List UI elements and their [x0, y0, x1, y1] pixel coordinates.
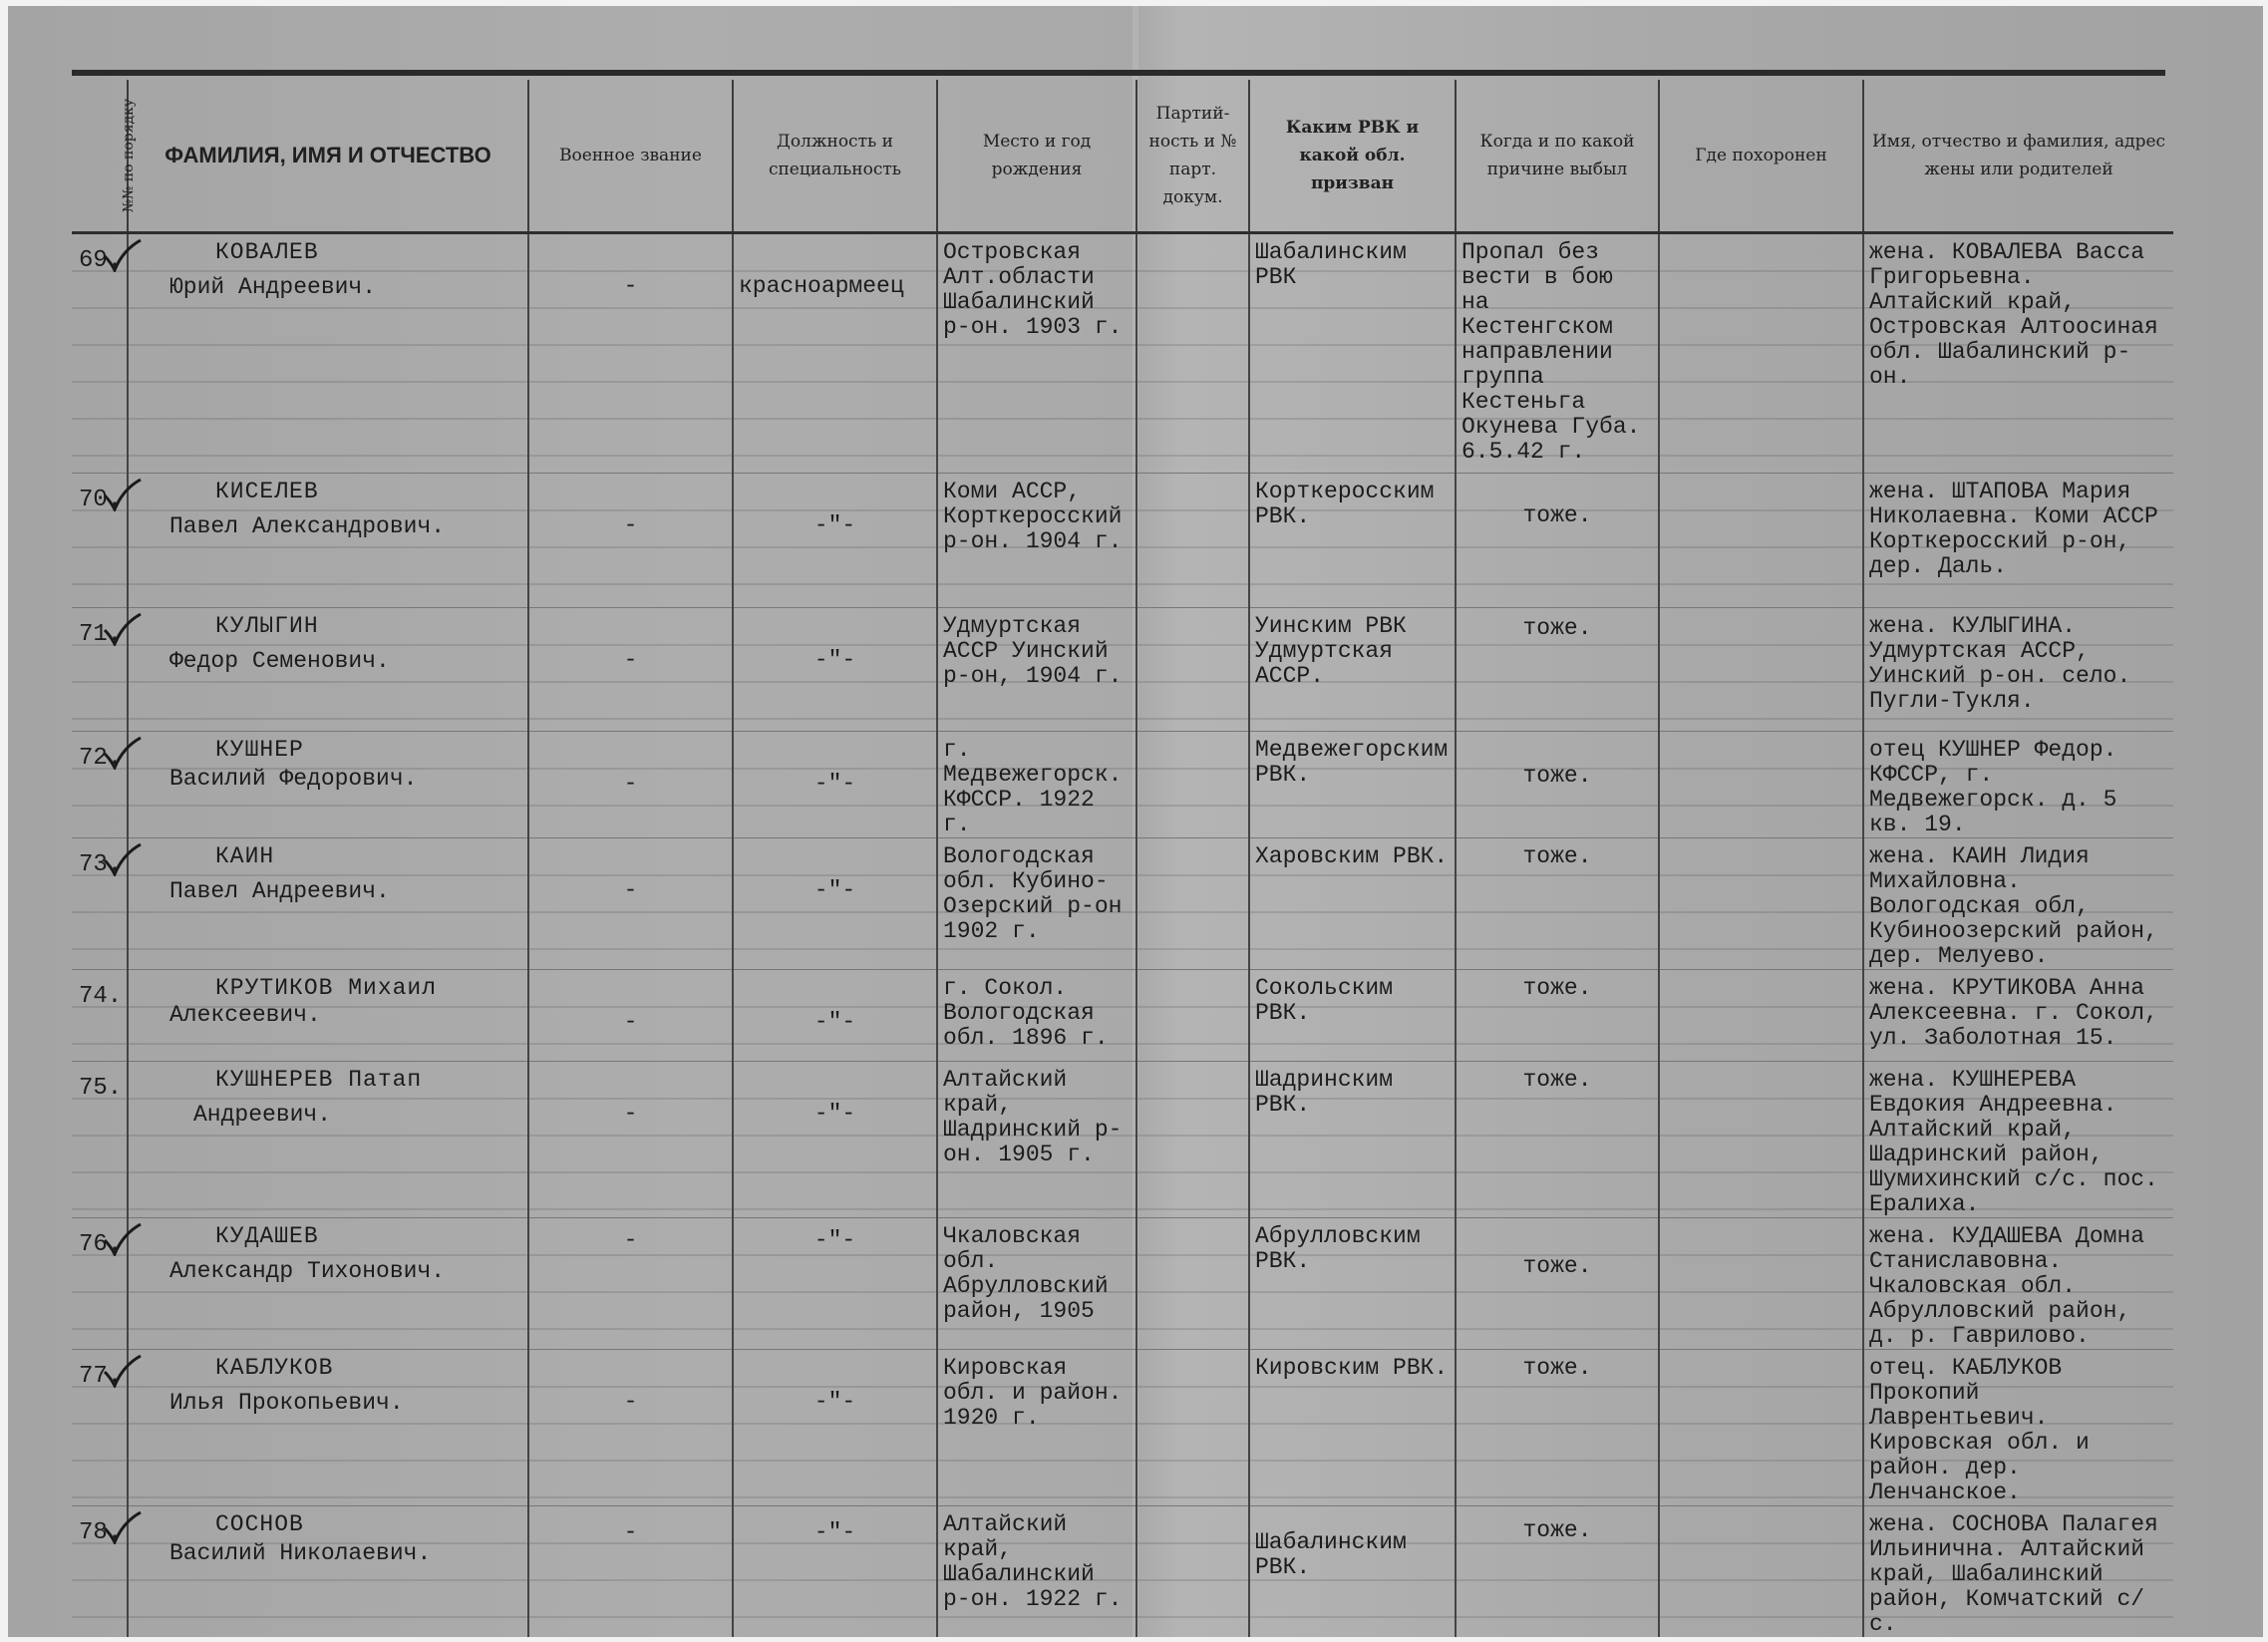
surname: КРУТИКОВ Михаил	[215, 975, 438, 1001]
position-cell	[733, 838, 937, 970]
given-names: Александр Тихонович.	[169, 1258, 446, 1284]
given-names: Федор Семенович.	[169, 648, 390, 674]
given-names: Андреевич.	[193, 1102, 332, 1128]
birth-value: Вологодская обл. Кубино-Озерский р-он 1902 г.	[943, 843, 1123, 944]
given-names: Павел Александрович.	[169, 513, 446, 539]
family-cell	[1863, 1506, 2173, 1638]
surname: КАБЛУКОВ	[215, 1355, 334, 1381]
rbk-cell	[1249, 970, 1456, 1062]
row-number-cell	[72, 1350, 128, 1506]
when-value: тоже.	[1522, 1517, 1592, 1543]
family-cell	[1863, 838, 2173, 970]
row-number: 77.	[79, 1363, 123, 1390]
family-value: жена. ШТАПОВА Мария Николаевна. Коми АССР Корткеросский р-он, дер. Даль.	[1869, 479, 2158, 579]
name-cell	[128, 1350, 528, 1506]
surname: КАИН	[215, 843, 275, 869]
given-names: Павел Андреевич.	[169, 878, 390, 904]
party-cell	[1136, 1062, 1249, 1218]
rbk-cell	[1249, 233, 1456, 474]
surname: КУШНЕР	[215, 737, 304, 763]
checkmark-icon	[103, 478, 143, 511]
row-number-cell	[72, 1062, 128, 1218]
rbk-cell	[1249, 1062, 1456, 1218]
rbk-value: Шабалинским РВК.	[1255, 1529, 1407, 1580]
rank-value: -	[623, 273, 638, 299]
birth-value: Алтайский край, Шадринский р-он. 1905 г.	[943, 1067, 1123, 1167]
rank-cell	[528, 838, 733, 970]
surname: КУЛЫГИН	[215, 613, 319, 639]
birth-cell	[937, 732, 1136, 838]
position-cell	[733, 1218, 937, 1350]
rbk-value: Медвежегорским РВК.	[1255, 737, 1449, 788]
given-names: Юрий Андреевич.	[169, 274, 377, 300]
when-cell	[1456, 233, 1659, 474]
birth-value: г. Медвежегорск. КФССР. 1922 г.	[943, 737, 1123, 837]
row-number: 69.	[79, 247, 123, 274]
name-cell	[128, 1506, 528, 1638]
when-cell	[1456, 1506, 1659, 1638]
row-number: 75.	[79, 1075, 123, 1102]
document-sheet	[8, 6, 2263, 1637]
rank-value: -	[623, 512, 638, 538]
rbk-value: Кировским РВК.	[1255, 1355, 1449, 1381]
checkmark-icon	[103, 612, 143, 646]
when-value: тоже.	[1522, 763, 1592, 789]
birth-cell	[937, 1350, 1136, 1506]
header-party: Партий-ность и № парт. докум.	[1136, 80, 1249, 233]
rank-value: -	[623, 1227, 638, 1253]
header-rank: Военное звание	[528, 80, 733, 233]
header-family: Имя, отчество и фамилия, адрес жены или родителей	[1863, 80, 2173, 233]
family-value: жена. КУДАШЕВА Домна Станиславовна. Чкаловская обл. Абрулловский район, д. р. Гаврилово.	[1869, 1223, 2145, 1349]
name-cell	[128, 838, 528, 970]
party-cell	[1136, 1506, 1249, 1638]
rank-cell	[528, 474, 733, 608]
family-cell	[1863, 732, 2173, 838]
birth-cell	[937, 233, 1136, 474]
row-number: 76.	[79, 1231, 123, 1258]
position-value: -"-	[813, 512, 856, 538]
header-rbk: Каким РВК и какой обл. призван	[1249, 80, 1456, 233]
row-number-cell	[72, 1218, 128, 1350]
when-value: Пропал без вести в бою на Кестенгском направлении группа Кестеньга Окунева Губа. 6.5.42 г.	[1461, 239, 1641, 465]
position-value: -"-	[813, 771, 856, 797]
table-row	[72, 233, 2173, 474]
table-row	[72, 732, 2173, 838]
position-value: -"-	[813, 877, 856, 903]
birth-cell	[937, 970, 1136, 1062]
rbk-cell	[1249, 608, 1456, 732]
name-cell	[128, 970, 528, 1062]
checkmark-icon	[103, 238, 143, 272]
row-number-cell	[72, 1506, 128, 1638]
buried-cell	[1659, 1350, 1863, 1506]
buried-cell	[1659, 474, 1863, 608]
header-birth: Место и год рождения	[937, 80, 1136, 233]
checkmark-icon	[103, 1222, 143, 1256]
birth-value: Чкаловская обл. Абрулловский район, 1905	[943, 1223, 1109, 1324]
header-position: Должность и специальность	[733, 80, 937, 233]
family-value: жена. СОСНОВА Палагея Ильинична. Алтайский край, Шабалинский район, Комчатский с/с.	[1869, 1511, 2158, 1637]
row-number-cell	[72, 970, 128, 1062]
rank-value: -	[623, 1101, 638, 1127]
surname: КУДАШЕВ	[215, 1223, 319, 1249]
rank-cell	[528, 732, 733, 838]
table-row	[72, 838, 2173, 970]
row-number-cell	[72, 474, 128, 608]
when-value: тоже.	[1522, 615, 1592, 641]
casualty-table	[72, 80, 2173, 1637]
birth-value: г. Сокол. Вологодская обл. 1896 г.	[943, 975, 1109, 1051]
row-number-cell	[72, 233, 128, 474]
family-cell	[1863, 474, 2173, 608]
family-value: отец КУШНЕР Федор. КФССР, г. Медвежегорск. д. 5 кв. 19.	[1869, 737, 2117, 837]
buried-cell	[1659, 838, 1863, 970]
family-value: жена. КРУТИКОВА Анна Алексеевна. г. Сокол, ул. Заболотная 15.	[1869, 975, 2158, 1051]
rank-cell	[528, 608, 733, 732]
name-cell	[128, 233, 528, 474]
buried-cell	[1659, 233, 1863, 474]
table-row	[72, 474, 2173, 608]
given-names: Алексеевич.	[169, 1002, 321, 1028]
name-cell	[128, 732, 528, 838]
table-row	[72, 1506, 2173, 1638]
party-cell	[1136, 233, 1249, 474]
family-cell	[1863, 1062, 2173, 1218]
party-cell	[1136, 608, 1249, 732]
rank-value: -	[623, 1009, 638, 1035]
family-value: жена. КУШНЕРЕВА Евдокия Андреевна. Алтайский край, Шадринский район, Шумихинский с/с. пос. Ералиха.	[1869, 1067, 2158, 1217]
rbk-cell	[1249, 1506, 1456, 1638]
header-when: Когда и по какой причине выбыл	[1456, 80, 1659, 233]
surname: КИСЕЛЕВ	[215, 479, 319, 504]
rank-cell	[528, 970, 733, 1062]
top-rule	[72, 70, 2165, 76]
when-cell	[1456, 970, 1659, 1062]
party-cell	[1136, 474, 1249, 608]
surname: КУШНЕРЕВ Патап	[215, 1067, 423, 1093]
birth-value: Коми АССР, Корткеросский р-он. 1904 г.	[943, 479, 1123, 554]
buried-cell	[1659, 1218, 1863, 1350]
checkmark-icon	[103, 736, 143, 770]
table-row	[72, 970, 2173, 1062]
buried-cell	[1659, 1062, 1863, 1218]
position-value: -"-	[813, 1101, 856, 1127]
when-value: тоже.	[1522, 843, 1592, 869]
rbk-cell	[1249, 1218, 1456, 1350]
given-names: Василий Федорович.	[169, 766, 418, 792]
row-number: 71.	[79, 621, 123, 648]
rank-cell	[528, 1350, 733, 1506]
surname: КОВАЛЕВ	[215, 239, 319, 265]
family-value: жена. КУЛЫГИНА. Удмуртская АССР, Уинский р-он. село. Пугли-Тукля.	[1869, 613, 2131, 714]
birth-value: Кировская обл. и район. 1920 г.	[943, 1355, 1123, 1431]
when-cell	[1456, 732, 1659, 838]
when-value: тоже.	[1522, 975, 1592, 1001]
rank-value: -	[623, 771, 638, 797]
name-cell	[128, 1218, 528, 1350]
rank-cell	[528, 1218, 733, 1350]
checkmark-icon	[103, 1510, 143, 1544]
birth-cell	[937, 608, 1136, 732]
rank-cell	[528, 1062, 733, 1218]
position-cell	[733, 1350, 937, 1506]
rbk-value: Шадринским РВК.	[1255, 1067, 1394, 1118]
name-cell	[128, 1062, 528, 1218]
rbk-cell	[1249, 474, 1456, 608]
header-buried: Где похоронен	[1659, 80, 1863, 233]
family-cell	[1863, 233, 2173, 474]
rbk-value: Шабалинским РВК	[1255, 239, 1407, 290]
family-value: жена. КОВАЛЕВА Васса Григорьевна. Алтайский край, Островская Алтоосиная обл. Шабалинский р-он.	[1869, 239, 2158, 390]
family-cell	[1863, 1350, 2173, 1506]
row-number-cell	[72, 608, 128, 732]
table-row	[72, 1350, 2173, 1506]
family-cell	[1863, 608, 2173, 732]
row-number: 78.	[79, 1519, 123, 1546]
when-cell	[1456, 1350, 1659, 1506]
party-cell	[1136, 838, 1249, 970]
given-names: Илья Прокопьевич.	[169, 1390, 404, 1416]
checkmark-icon	[103, 842, 143, 876]
position-cell	[733, 474, 937, 608]
party-cell	[1136, 1218, 1249, 1350]
rank-value: -	[623, 1519, 638, 1545]
position-cell	[733, 970, 937, 1062]
family-value: отец. КАБЛУКОВ Прокопий Лаврентьевич. Кировская обл. и район. дер. Ленчанское.	[1869, 1355, 2090, 1505]
name-cell	[128, 474, 528, 608]
buried-cell	[1659, 970, 1863, 1062]
when-value: тоже.	[1522, 502, 1592, 528]
birth-value: Островская Алт.области Шабалинский р-он. 1903 г.	[943, 239, 1123, 340]
row-number: 70.	[79, 487, 123, 513]
rank-value: -	[623, 877, 638, 903]
family-cell	[1863, 1218, 2173, 1350]
when-value: тоже.	[1522, 1067, 1592, 1093]
given-names: Василий Николаевич.	[169, 1540, 432, 1566]
position-value: -"-	[813, 1389, 856, 1415]
rbk-value: Абрулловским РВК.	[1255, 1223, 1421, 1274]
buried-cell	[1659, 1506, 1863, 1638]
position-value: -"-	[813, 1519, 856, 1545]
rbk-value: Уинским РВК Удмуртская АССР.	[1255, 613, 1407, 689]
rbk-cell	[1249, 732, 1456, 838]
position-cell	[733, 1062, 937, 1218]
position-cell	[733, 1506, 937, 1638]
party-cell	[1136, 732, 1249, 838]
rank-value: -	[623, 1389, 638, 1415]
header-row	[72, 80, 2173, 233]
when-value: тоже.	[1522, 1355, 1592, 1381]
rbk-cell	[1249, 1350, 1456, 1506]
rank-cell	[528, 1506, 733, 1638]
party-cell	[1136, 1350, 1249, 1506]
row-number-cell	[72, 732, 128, 838]
birth-value: Алтайский край, Шабалинский р-он. 1922 г.	[943, 1511, 1123, 1612]
birth-cell	[937, 1062, 1136, 1218]
row-number-cell	[72, 838, 128, 970]
name-cell	[128, 608, 528, 732]
position-value: -"-	[813, 1227, 856, 1253]
when-cell	[1456, 1062, 1659, 1218]
family-value: жена. КАИН Лидия Михайловна. Вологодская обл, Кубиноозерский район, дер. Мелуево.	[1869, 843, 2158, 969]
when-cell	[1456, 1218, 1659, 1350]
family-cell	[1863, 970, 2173, 1062]
row-number: 72.	[79, 745, 123, 772]
when-cell	[1456, 474, 1659, 608]
row-number: 74.	[79, 983, 123, 1010]
header-name: ФАМИЛИЯ, ИМЯ И ОТЧЕСТВО	[128, 80, 528, 233]
rbk-value: Сокольским РВК.	[1255, 975, 1394, 1026]
position-value: -"-	[813, 647, 856, 673]
rank-value: -	[623, 647, 638, 673]
position-cell	[733, 732, 937, 838]
checkmark-icon	[103, 1354, 143, 1388]
birth-cell	[937, 1506, 1136, 1638]
table-row	[72, 1218, 2173, 1350]
row-number: 73.	[79, 851, 123, 878]
table-row	[72, 1062, 2173, 1218]
buried-cell	[1659, 608, 1863, 732]
rbk-value: Харовским РВК.	[1255, 843, 1449, 869]
surname: СОСНОВ	[215, 1511, 304, 1537]
rbk-cell	[1249, 838, 1456, 970]
when-cell	[1456, 838, 1659, 970]
rbk-value: Корткеросским РВК.	[1255, 479, 1435, 529]
buried-cell	[1659, 732, 1863, 838]
header-number: №№ по порядку	[72, 80, 128, 233]
when-value: тоже.	[1522, 1253, 1592, 1279]
position-cell	[733, 233, 937, 474]
when-cell	[1456, 608, 1659, 732]
table-row	[72, 608, 2173, 732]
position-cell	[733, 608, 937, 732]
position-value: красноармеец	[739, 273, 904, 299]
birth-value: Удмуртская АССР Уинский р-он, 1904 г.	[943, 613, 1123, 689]
party-cell	[1136, 970, 1249, 1062]
birth-cell	[937, 474, 1136, 608]
rank-cell	[528, 233, 733, 474]
position-value: -"-	[813, 1009, 856, 1035]
birth-cell	[937, 838, 1136, 970]
birth-cell	[937, 1218, 1136, 1350]
